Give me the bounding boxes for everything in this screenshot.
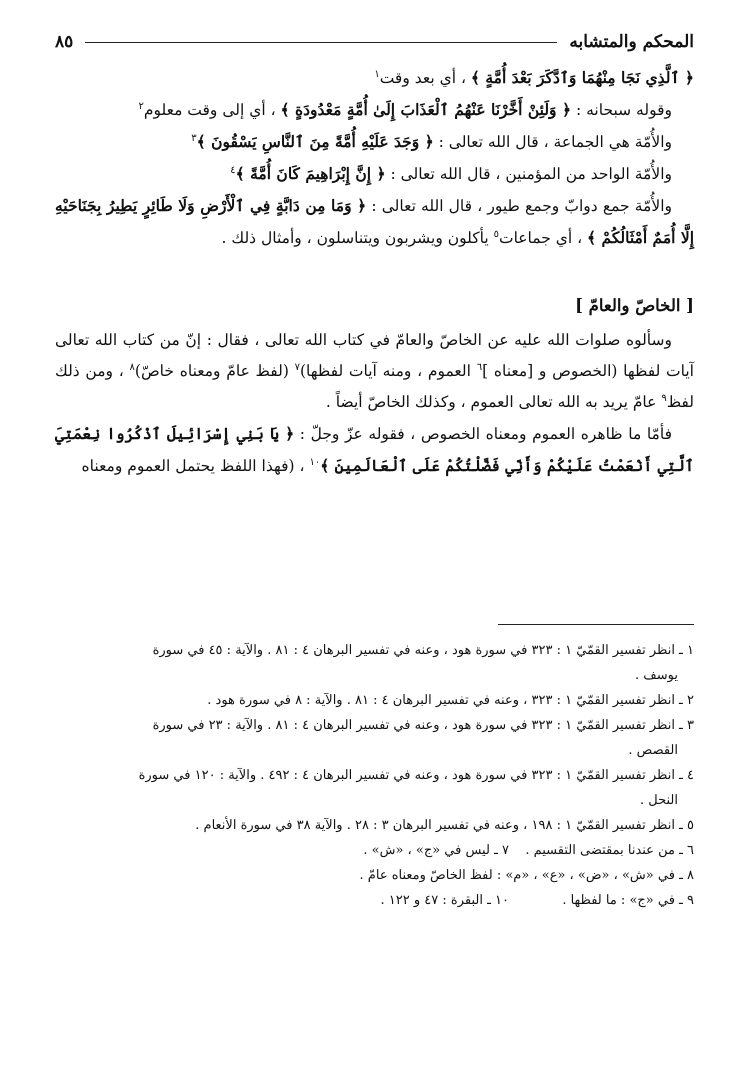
footnote-2: ٢ ـ انظر تفسير القمّيّ ١ : ٣٢٣ ، وعنه في تفسير البرهان ٤ : ٨١ . والآية : ٨ في سورة هود . xyxy=(207,693,694,708)
quran-verse: ﴿ وَجَدَ عَلَيْهِ أُمَّةً مِنَ ٱلنَّاسِ يَسْقُونَ ﴾ xyxy=(196,132,434,151)
footnotes xyxy=(55,638,694,913)
paragraph-lead: والأُمّة جمع دوابّ وجمع طيور ، قال الله تعالى : xyxy=(371,197,672,215)
footnote-ref[interactable]: ٣ xyxy=(191,132,197,144)
paragraph-text: يأكلون ويشربون ويتناسلون ، وأمثال ذلك . xyxy=(221,229,489,247)
footnote-ref[interactable]: ٦ xyxy=(476,361,483,373)
paragraph-3 xyxy=(55,126,694,158)
paragraph-2 xyxy=(55,94,694,126)
main-text xyxy=(55,62,694,482)
paragraph-text: وسألوه صلوات الله عليه عن الخاصّ والعامّ في كتاب الله تعالى ، فقال : إنّ من كتاب الله تعالى آيات لفظها (الخصوص و [معناه ] xyxy=(55,331,694,380)
footnote-4: ٤ ـ انظر تفسير القمّيّ ١ : ٣٢٣ في سورة هود ، وعنه في تفسير البرهان ٤ : ٤٩٢ . والآية : ١٢٠ في سورة xyxy=(138,768,694,783)
page-header xyxy=(55,28,694,56)
footnote-6: ٦ ـ من عندنا بمقتضى التقسيم . xyxy=(525,843,694,858)
footnote-7: ٧ ـ ليس في «ج» ، «ش» . xyxy=(363,843,509,858)
paragraph-text: العموم ، ومنه آيات لفظها) xyxy=(300,362,471,380)
paragraph-5 xyxy=(55,190,694,254)
paragraph-text: ، أي جماعات xyxy=(498,229,583,247)
paragraph-text: (لفظ عامّ ومعناه خاصّ) xyxy=(134,362,289,380)
paragraph-4 xyxy=(55,158,694,190)
footnote-rule xyxy=(498,624,694,625)
footnote-3-continued: القصص . xyxy=(628,743,678,758)
quran-verse: ﴿ وَمَا مِن دَابَّةٍ فِي ٱلْأَرْضِ وَلَا طَائِرٍ يَطِيرُ بِجَنَاحَيْهِ إِلَّا أُمَمٌ أَمْثَالُكُمْ ﴾ xyxy=(55,196,694,247)
footnote-9: ٩ ـ في «ج» : ما لفظها . xyxy=(562,893,694,908)
paragraph-text: ، ومن ذلك لفظ xyxy=(55,362,694,411)
paragraph-lead: فأمّا ما ظاهره العموم ومعناه الخصوص ، فقوله عزّ وجلّ : xyxy=(299,425,672,443)
section-heading: [ الخاصّ والعامّ ] xyxy=(575,296,694,315)
footnote-ref[interactable]: ٤ xyxy=(230,164,236,176)
footnote-row xyxy=(55,888,694,913)
paragraph-text: ، أي بعد وقت xyxy=(379,69,466,87)
footnote-ref[interactable]: ٢ xyxy=(138,100,144,112)
quran-verse: ﴿ يَا بَنِي إِسْرَائِيلَ ٱذْكُرُوا نِعْمَتِيَ ٱلَّتِي أَنْعَمْتُ عَلَيْكُمْ وَأَنِّي فَضَّلْتُكُمْ عَلَى ٱلْعَالَمِينَ ﴾ xyxy=(55,424,694,475)
paragraph-6 xyxy=(55,325,694,418)
footnote-row xyxy=(55,838,694,863)
header-rule xyxy=(85,42,557,43)
quran-verse: ﴿ ٱلَّذِي نَجَا مِنْهُمَا وَٱدَّكَرَ بَعْدَ أُمَّةٍ ﴾ xyxy=(470,68,694,87)
footnote-ref[interactable]: ٩ xyxy=(661,392,667,404)
footnote-3: ٣ ـ انظر تفسير القمّيّ ١ : ٣٢٣ في سورة هود ، وعنه في تفسير البرهان ٤ : ٨١ . والآية : ٢٣ في سورة xyxy=(152,718,694,733)
paragraph-lead: والأُمّة هي الجماعة ، قال الله تعالى : xyxy=(438,133,672,151)
footnote-10: ١٠ ـ البقرة : ٤٧ و ١٢٢ . xyxy=(380,893,509,908)
paragraph-text: ، (فهذا اللفظ يحتمل العموم ومعناه xyxy=(81,457,305,475)
paragraph-text: ، أي إلى وقت معلوم xyxy=(143,101,276,119)
footnote-8: ٨ ـ في «ش» ، «ض» ، «ع» ، «م» : لفظ الخاصّ ومعناه عامّ . xyxy=(359,868,694,883)
footnote-ref[interactable]: ٥ xyxy=(493,228,499,240)
quran-verse: ﴿ إِنَّ إِبْرَاهِيمَ كَانَ أُمَّةً ﴾ xyxy=(235,164,386,183)
footnote-5: ٥ ـ انظر تفسير القمّيّ ١ : ١٩٨ ، وعنه في تفسير البرهان ٣ : ٢٨ . والآية ٣٨ في سورة الأنعام . xyxy=(195,818,694,833)
footnote-ref[interactable]: ٧ xyxy=(294,361,300,373)
paragraph-1 xyxy=(55,62,694,94)
chapter-title: المحكم والمتشابه xyxy=(569,32,694,52)
footnote-1-continued: يوسف . xyxy=(635,668,678,683)
quran-verse: ﴿ وَلَئِنْ أَخَّرْنَا عَنْهُمُ ٱلْعَذَابَ إِلَىٰ أُمَّةٍ مَعْدُودَةٍ ﴾ xyxy=(280,100,572,119)
footnote-ref[interactable]: ١ xyxy=(374,68,380,80)
footnote-1: ١ ـ انظر تفسير القمّيّ ١ : ٣٢٣ في سورة هود ، وعنه في تفسير البرهان ٤ : ٨١ . والآية : ٤٥ في سورة xyxy=(152,643,694,658)
paragraph-lead: وقوله سبحانه : xyxy=(575,101,672,119)
paragraph-lead: والأُمّة الواحد من المؤمنين ، قال الله تعالى : xyxy=(390,165,672,183)
footnote-ref[interactable]: ٨ xyxy=(129,361,135,373)
paragraph-7 xyxy=(55,418,694,482)
paragraph-text: عامّ يريد به الله تعالى العموم ، وكذلك الخاصّ أيضاً . xyxy=(325,393,657,411)
footnote-4-continued: النحل . xyxy=(640,793,678,808)
page-number: ٨٥ xyxy=(55,32,74,52)
footnote-ref[interactable]: ١٠ xyxy=(309,456,321,468)
